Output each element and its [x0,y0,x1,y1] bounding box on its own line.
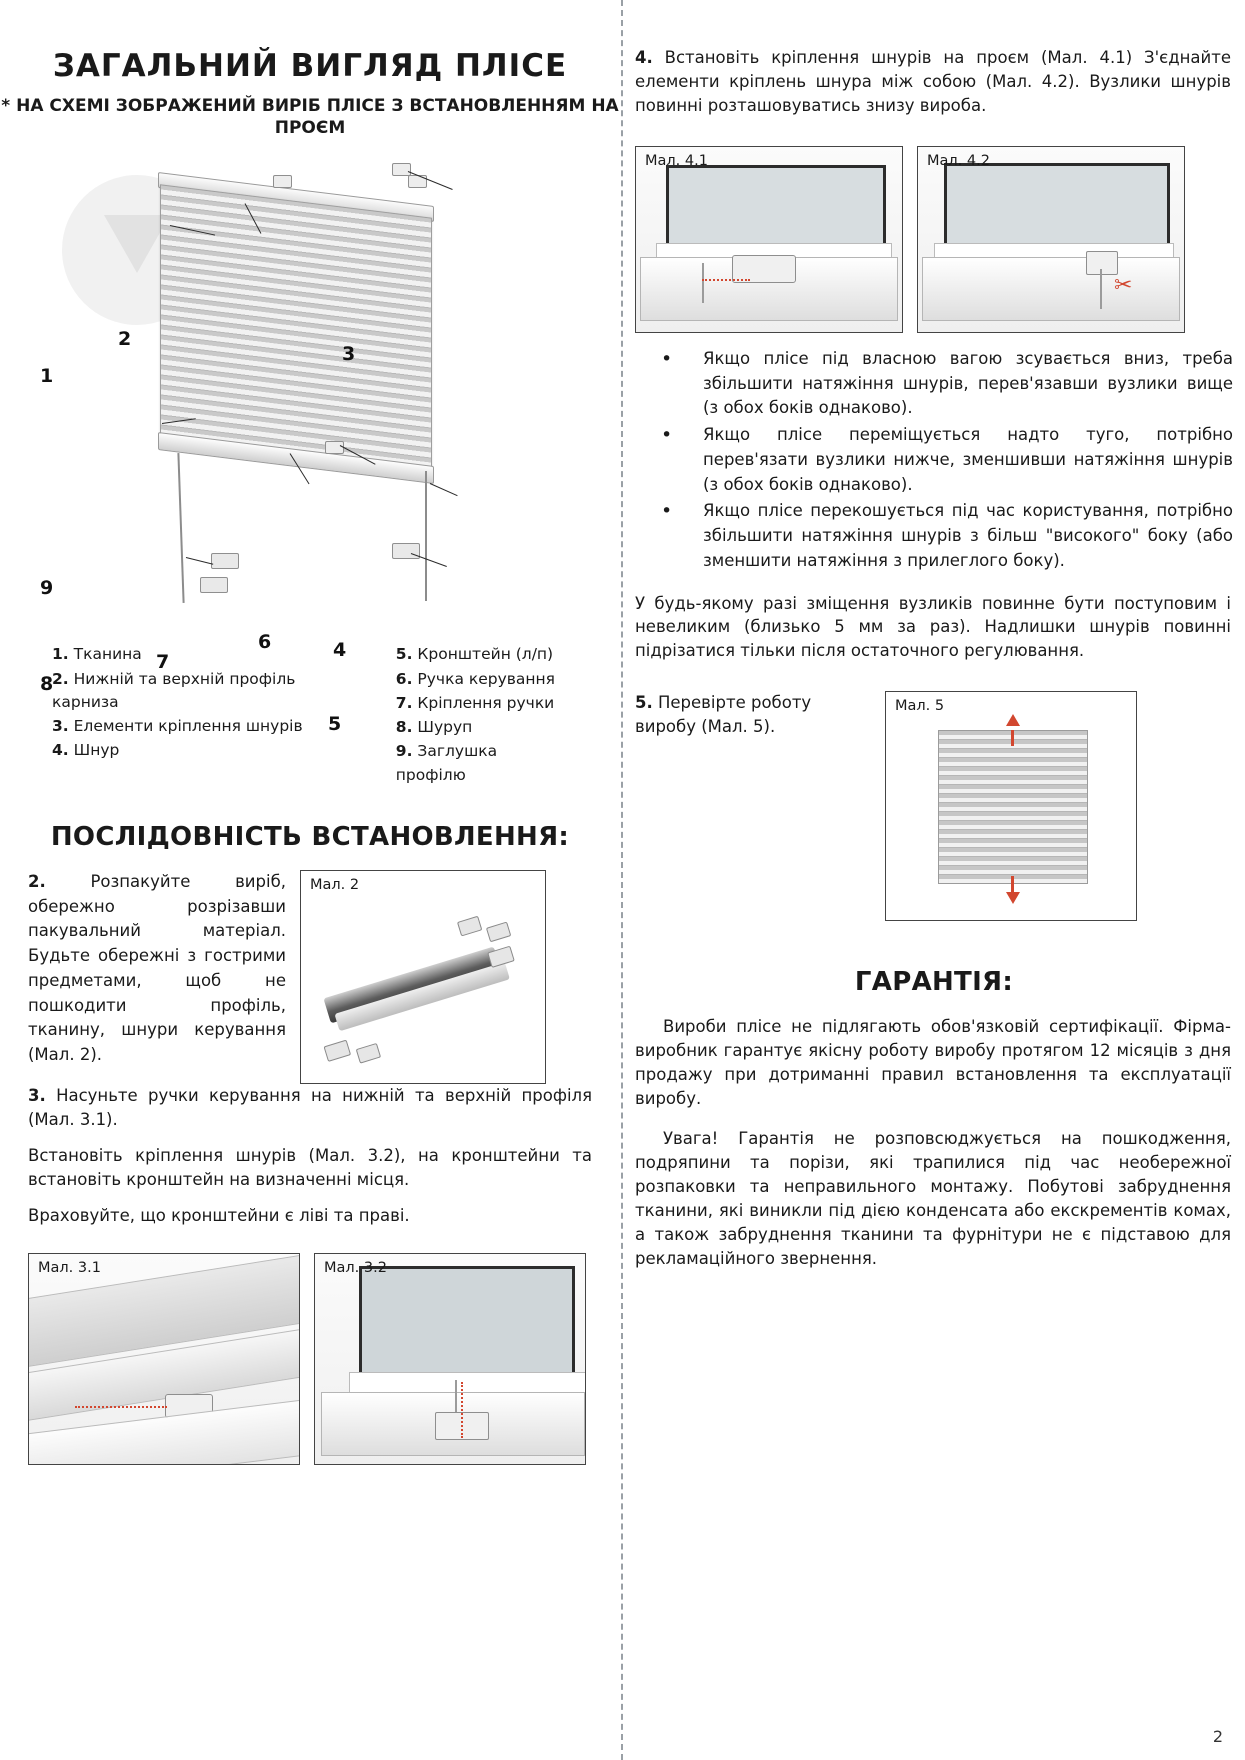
figure-4-2-scene [918,147,1184,332]
warranty-paragraph-2: Увага! Гарантія не розповсюджується на пошкодження, подряпини та порізи, які трапилися під час необережної розпаковки та неправильного монтажу. Побутові забруднення тканини, які виникли під дією конденсата або екскрементів комах, а також забруднення тканини та фурнітури не є підставою для рекламаційного звернення. [635,1128,1231,1268]
step-2 [0,870,620,1084]
callout-1: 1 [40,365,54,388]
list-item [52,643,360,666]
figure-5-caption: Мал. 5 [895,698,945,715]
list-item [52,668,360,715]
screw-left [200,577,228,593]
accessory-part-1 [323,1039,351,1061]
legend-number: 8. [395,718,413,737]
figure-2-caption: Мал. 2 [310,876,360,893]
alignment-dots [461,1382,463,1438]
figure-4-2 [917,146,1185,333]
step-3-paragraph-2: Встановіть кріплення шнурів (Мал. 3.2), на кронштейни та встановіть кронштейн на визначенні місця. [28,1145,592,1189]
leader-4 [430,483,458,496]
legend-number: 4. [52,741,69,760]
callout-4: 4 [333,639,347,662]
arrow-up-stem [1011,730,1014,746]
legend-text: Кронштейн (л/п) [417,645,554,664]
step-3-number: 3. [28,1085,46,1105]
cord-fastener [1086,251,1118,275]
list-item: • Якщо пліcе переміщується надто туго, потрібно перев'язати вузлики нижче, зменшивши натяжіння шнурів (з обох боків однаково). [641,423,1233,497]
legend-number: 3. [52,717,69,736]
warranty-title: ГАРАНТІЯ: [854,967,1014,998]
legend-text: Кріплення ручки [417,693,555,712]
figure-4-2-caption: Мал. 4.2 [927,152,990,169]
list-item [396,643,568,666]
blind-operation-illustration [938,730,1088,884]
figure-4-1-scene [636,147,902,332]
legend-column-left [52,643,360,788]
callout-3: 3 [342,343,356,366]
warranty-paragraph-1: Вироби пліcе не підлягають обов'язковій сертифікації. Фірма-виробник гарантує якісну роботу виробу протягом 12 місяців з дня продажу при дотриманні правил встановлення та експлуатації виробу. [635,1017,1231,1109]
figure-4-1-caption: Мал. 4.1 [645,152,708,169]
legend-text: Шуруп [417,718,473,737]
figure-5 [885,691,1137,921]
figure-3-1-caption: Мал. 3.1 [38,1260,101,1277]
accessory-part-2 [356,1043,381,1064]
arrow-up-icon [1006,714,1020,726]
window-frame [359,1266,575,1384]
arrow-down-icon [1006,892,1020,904]
legend-text: Нижній та верхній профіль карниза [52,669,296,711]
cord-photo [1100,269,1102,309]
figure-2 [300,870,546,1084]
list-item [396,740,568,787]
figure-row-3 [0,1239,620,1465]
legend-column-right [396,643,568,788]
right-column [623,0,1245,1760]
legend-text: Заглушка профілю [395,742,498,784]
legend-number: 1. [52,645,69,664]
step-4-text: Встановіть кріплення шнурів на проєм (Мал. 4.1) З'єднайте елементи кріплень шнура між собою (Мал. 4.2). Вузлики шнурів повинні розташовуватись знизу виробa. [635,48,1231,115]
step-4-paragraph [635,46,1231,118]
callout-8: 8 [40,673,54,696]
cord-right [425,471,427,601]
adjustment-bullets [623,347,1245,574]
list-item: • Якщо пліcе під власною вагою зсувається вниз, треба збільшити натяжіння шнурів, перев'язавши вузлики вище (з обох боків однаково). [641,347,1233,421]
accessory-part-4 [486,921,511,942]
legend-number: 6. [395,669,413,688]
callout-2: 2 [118,328,132,351]
sequence-title: ПОСЛІДОВНІСТЬ ВСТАНОВЛЕННЯ: [50,821,570,852]
alignment-dots [702,279,750,281]
left-column [0,0,620,1760]
figure-3-1 [28,1253,300,1465]
step-3-line-1: Насуньте ручки керування на нижній та верхній профіля (Мал. 3.1). [28,1085,592,1129]
legend-number: 2. [52,669,69,688]
callout-5: 5 [328,713,342,736]
legend-number: 9. [395,742,413,761]
cord-left [177,453,184,603]
legend-text: Тканина [73,645,142,664]
legend [0,643,620,788]
step-5-text: Перевірте роботу виробу (Мал. 5). [635,693,812,737]
legend-text: Ручка керування [417,669,556,688]
window-frame [666,165,886,253]
scissors-icon: ✂ [1114,272,1133,298]
step-2-number: 2. [28,871,46,891]
callout-6: 6 [258,631,272,654]
packed-profile-illustration [312,903,535,1075]
figure-3-2 [314,1253,586,1465]
window-sash [349,1372,585,1394]
figure-3-1-scene [29,1254,299,1464]
legend-text: Шнур [73,741,120,760]
list-item [396,716,568,739]
leader-5 [411,553,447,567]
window-sill [922,257,1180,321]
figure-3-2-scene [315,1254,585,1464]
page-title: ЗАГАЛЬНИЙ ВИГЛЯД ПЛІСЕ [52,48,568,84]
legend-number: 5. [395,645,413,664]
figure-4-1 [635,146,903,333]
legend-text: Елементи кріплення шнурів [73,717,303,736]
accessory-part-3 [457,916,482,937]
step-3-paragraph-1 [28,1084,592,1132]
cord-photo [455,1380,457,1416]
arrow-down-stem [1011,876,1014,892]
step-5 [623,675,1245,921]
list-item [396,692,568,715]
page-subtitle: * НА СХЕМІ ЗОБРАЖЕНИЙ ВИРІБ ПЛІСЕ З ВСТАНОВЛЕННЯМ НА ПРОЄМ [1,95,619,138]
page-number: 2 [1212,1727,1223,1746]
callout-7: 7 [156,651,170,674]
figure-row-4 [623,130,1245,333]
list-item [52,715,360,738]
leader-8 [186,557,213,565]
step-3 [0,1084,620,1228]
step-3-paragraph-3: Враховуйте, що кронштейни є ліві та праві. [28,1205,410,1225]
step-4-number: 4. [635,48,653,67]
cord-photo [702,263,704,303]
alignment-dots [75,1406,167,1408]
window-frame [944,163,1170,253]
callout-9: 9 [40,577,54,600]
step-2-text-wrap [28,870,286,1084]
step-5-text-wrap [635,691,867,739]
bracket-right [392,543,420,559]
step-5-number: 5. [635,693,653,713]
step-2-text: Розпакуйте виріб, обережно розрізавши пакувальний матеріал. Будьте обережні з гострими предметами, щоб не пошкодити профіль, тканину, шнури керування (Мал. 2). [28,871,287,1065]
legend-number: 7. [395,693,413,712]
list-item [396,668,568,691]
list-item [52,739,360,762]
adjustment-note: У будь-якому разі зміщення вузликів повинне бути поступовим і невеликим (близько 5 мм за раз). Надлишки шнурів повинні підрізатися тільки після остаточного регулювання. [635,593,1231,661]
handle-mount [325,441,344,454]
pleated-fabric [160,185,432,470]
list-item: • Якщо пліcе перекошується під час користування, потрібно збільшити натяжіння шнурів з більш "високого" боку (або зменшити натяжіння з прилеглого боку). [641,499,1233,573]
bracket-left [211,553,239,569]
cord-clip-center [273,175,292,188]
figure-3-2-caption: Мал. 3.2 [324,1260,387,1277]
